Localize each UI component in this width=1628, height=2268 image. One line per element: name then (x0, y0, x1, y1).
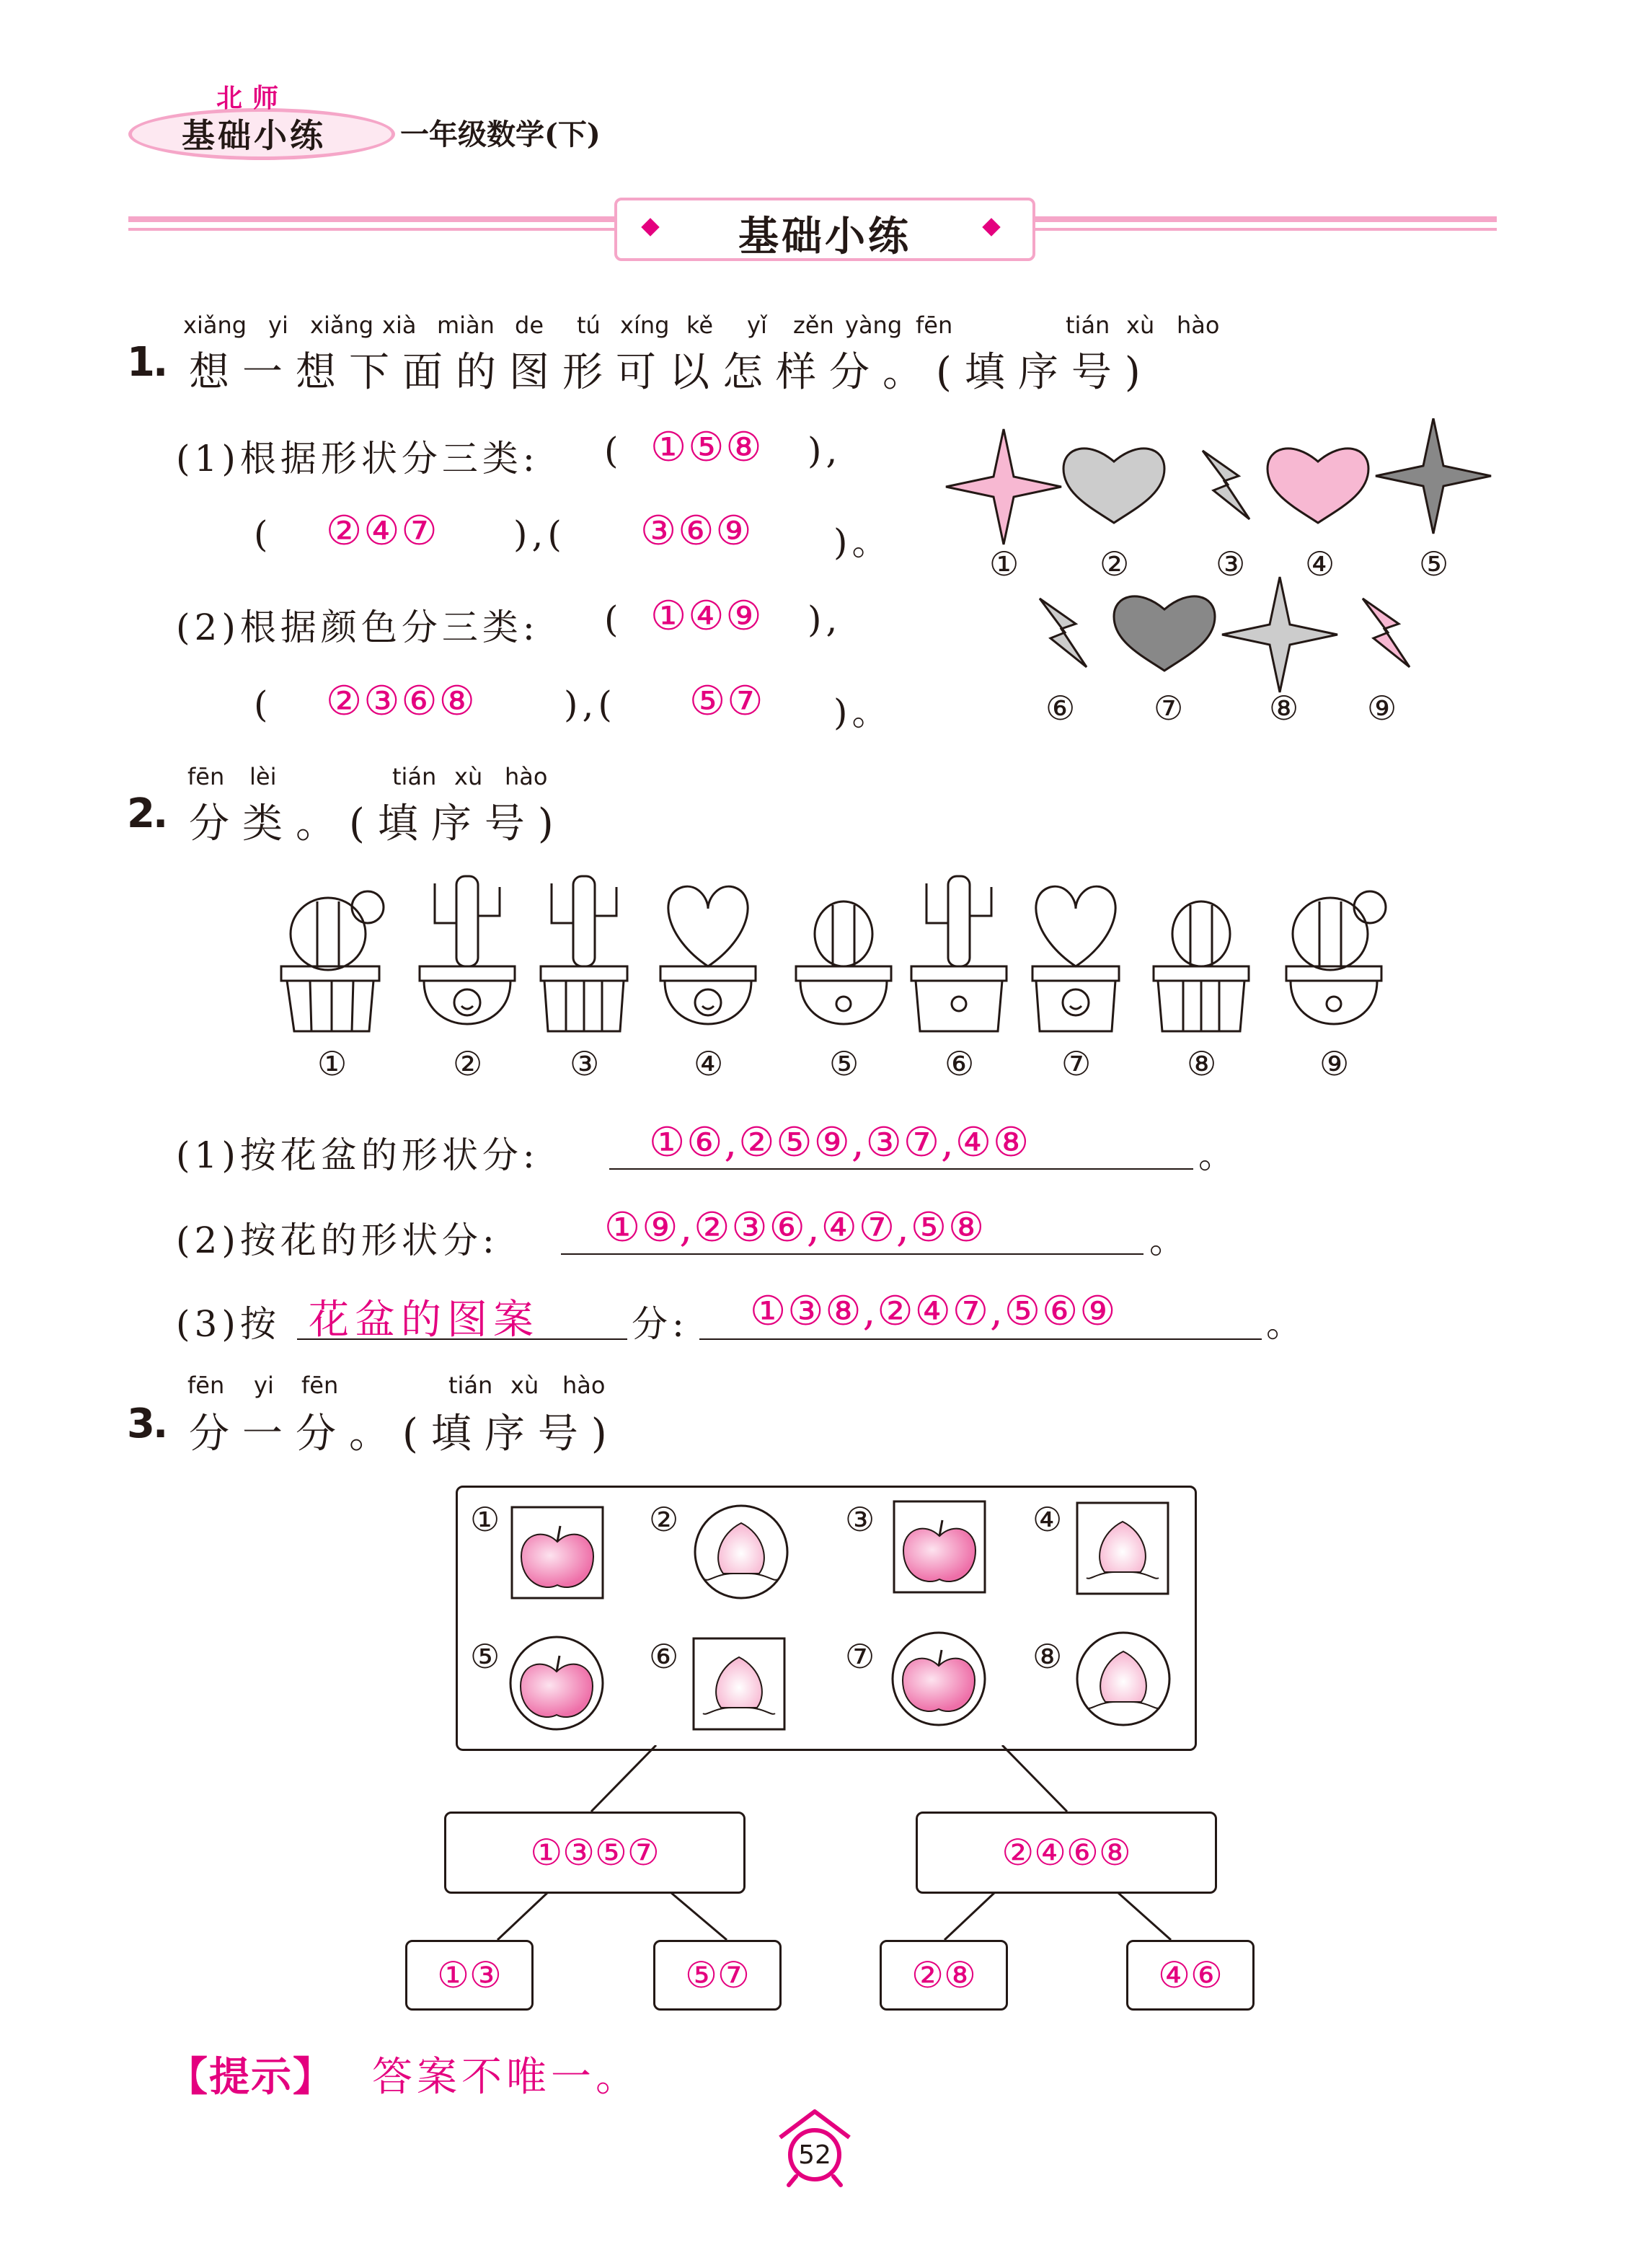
question-title: 想一想下面的图形可以怎样分。(填序号) (189, 349, 1154, 396)
pinyin: xiǎng (183, 312, 247, 339)
shape-label: ⑨ (1367, 689, 1397, 728)
paren-open: ( (254, 513, 273, 555)
question-number: 2 (127, 790, 155, 837)
star-shape (1376, 418, 1491, 534)
heart-shape (1268, 449, 1368, 523)
pot-label: ⑧ (1187, 1044, 1217, 1083)
cactus-pot-7 (1032, 886, 1119, 1031)
star-shape (946, 429, 1061, 544)
cactus-pot-2 (420, 876, 515, 1024)
pinyin: xù (510, 1372, 539, 1399)
period: 。 (1149, 1219, 1190, 1261)
pinyin: hào (505, 763, 548, 790)
pinyin: miàn (437, 312, 495, 339)
q2-part1-label: (1)按花盆的形状分: (176, 1134, 539, 1176)
apple-icon (903, 1650, 975, 1711)
pinyin: hào (562, 1372, 606, 1399)
q2-part3-suffix: 分: (632, 1303, 689, 1345)
shape-label: ⑧ (1269, 689, 1299, 728)
lightning-shape (1203, 451, 1249, 519)
subgroup-answer: ④⑥ (1158, 1954, 1223, 1996)
paren-open: ( (604, 430, 623, 472)
cactus-pot-8 (1154, 901, 1249, 1031)
subgroup-answer: ⑤⑦ (685, 1954, 750, 1996)
pinyin: lèi (249, 763, 277, 790)
shape-label: ⑥ (1045, 689, 1076, 728)
item-label: ⑥ (649, 1637, 679, 1676)
pot-label: ③ (570, 1044, 600, 1083)
cactus-pot-9 (1286, 891, 1386, 1024)
heart-shape (1063, 449, 1164, 523)
item-label: ① (470, 1500, 500, 1539)
cactus-pot-3 (541, 876, 627, 1031)
pot-label: ⑥ (944, 1044, 975, 1083)
lightning-shape (1363, 599, 1410, 667)
item-label: ② (649, 1500, 679, 1539)
pinyin: tián (448, 1372, 493, 1399)
group-answer: ①③⑤⑦ (530, 1832, 660, 1874)
pinyin: xù (454, 763, 483, 790)
q1-part1-label: (1)根据形状分三类: (176, 438, 539, 480)
answer-underline (609, 1168, 1193, 1170)
pinyin: yǐ (747, 312, 767, 339)
answer: ⑤⑦ (689, 678, 765, 725)
subject-title: 一年级数学(下) (400, 118, 601, 151)
hint-text: 答案不唯一。 (372, 2054, 640, 2101)
pinyin: xíng (620, 312, 670, 339)
apple-icon (521, 1656, 593, 1717)
shape-label: ⑤ (1419, 544, 1449, 583)
paren-open: ( (254, 684, 273, 725)
period: 。 (1266, 1303, 1306, 1345)
peach-icon (1087, 1522, 1159, 1579)
shape-label: ① (989, 544, 1019, 583)
divider-left-thin (128, 228, 616, 231)
cactus-pot-6 (911, 876, 1007, 1031)
question-number: 3 (127, 1400, 155, 1447)
pinyin: tián (1066, 312, 1110, 339)
answer: ①⑤⑧ (650, 424, 764, 471)
fruit-icons (456, 1486, 1195, 1749)
brand-publisher: 北师 (216, 83, 289, 113)
answer: ①④⑨ (650, 593, 764, 640)
pinyin: tú (577, 312, 601, 339)
item-label: ⑤ (470, 1637, 500, 1676)
group-box (444, 1812, 746, 1894)
answer: ①⑥,②⑤⑨,③⑦,④⑧ (649, 1119, 1031, 1166)
peach-icon (1087, 1651, 1159, 1708)
pot-label: ① (317, 1044, 348, 1083)
pinyin: yi (268, 312, 288, 339)
pinyin: xià (382, 312, 417, 339)
pot-label: ⑤ (829, 1044, 859, 1083)
q2-part3-prefix: (3)按 (176, 1303, 280, 1345)
paren-close: ), (808, 430, 842, 472)
answer-underline (699, 1338, 1262, 1340)
pinyin: xù (1126, 312, 1155, 339)
lightning-shape (1040, 599, 1087, 667)
item-label: ③ (845, 1500, 875, 1539)
divider-left (128, 216, 616, 222)
shape-label: ④ (1305, 544, 1335, 583)
star-shape (1222, 577, 1337, 692)
item-label: ⑦ (845, 1637, 875, 1676)
pinyin: yàng (845, 312, 903, 339)
apple-icon (521, 1526, 593, 1587)
paren-close: ),( (513, 513, 566, 555)
pinyin: de (515, 312, 544, 339)
answer: ①⑨,②③⑥,④⑦,⑤⑧ (604, 1204, 986, 1251)
question-number-dot: . (153, 790, 169, 837)
subgroup-box (405, 1940, 534, 2011)
paren-close: ),( (564, 684, 616, 725)
shape-label: ③ (1216, 544, 1246, 583)
pinyin: fēn (187, 763, 225, 790)
answer: ①③⑧,②④⑦,⑤⑥⑨ (750, 1288, 1118, 1335)
paren-open: ( (604, 599, 623, 640)
question-title: 分类。(填序号) (189, 800, 567, 847)
pinyin: zěn (793, 312, 834, 339)
answer: ②④⑦ (326, 508, 439, 555)
pinyin: kě (686, 312, 714, 339)
question-number-dot: . (153, 1400, 169, 1447)
hint-label: 【提示】 (167, 2054, 335, 2101)
period: 。 (1198, 1134, 1239, 1176)
pinyin: xiǎng (310, 312, 374, 339)
pot-label: ⑨ (1319, 1044, 1350, 1083)
page-number: 52 (798, 2140, 831, 2170)
pinyin: yi (254, 1372, 274, 1399)
question-number-dot: . (153, 339, 169, 386)
subgroup-answer: ①③ (437, 1954, 502, 1996)
peach-icon (703, 1657, 775, 1714)
brand-series: 基础小练 (182, 116, 326, 155)
cactus-pot-5 (796, 901, 891, 1024)
pinyin: tián (392, 763, 437, 790)
answer-underline (561, 1253, 1143, 1255)
answer: ③⑥⑨ (640, 508, 753, 555)
subgroup-answer: ②⑧ (911, 1954, 976, 1996)
section-title: 基础小练 (738, 213, 911, 260)
peach-icon (705, 1523, 777, 1580)
q1-part2-label: (2)根据颜色分三类: (176, 606, 539, 648)
item-label: ⑧ (1032, 1637, 1063, 1676)
subgroup-box (653, 1940, 782, 2011)
group-answer: ②④⑥⑧ (1001, 1832, 1131, 1874)
pot-label: ② (453, 1044, 483, 1083)
question-title: 分一分。(填序号) (189, 1411, 620, 1457)
paren-close: )。 (833, 692, 893, 733)
cactus-pot-1 (281, 891, 384, 1031)
shape-label: ⑦ (1154, 689, 1184, 728)
subgroup-box (1126, 1940, 1255, 2011)
divider-right-thin (1031, 228, 1497, 231)
apple-icon (903, 1520, 976, 1581)
pinyin: fēn (187, 1372, 225, 1399)
group-box (916, 1812, 1217, 1894)
shape-label: ② (1100, 544, 1130, 583)
pot-label: ④ (694, 1044, 724, 1083)
q2-part2-label: (2)按花的形状分: (176, 1219, 499, 1261)
pinyin: fēn (301, 1372, 339, 1399)
answer: 花盆的图案 (309, 1297, 539, 1343)
pinyin: fēn (916, 312, 953, 339)
cactus-pot-4 (660, 886, 756, 1024)
paren-close: )。 (833, 521, 893, 563)
pinyin: hào (1177, 312, 1220, 339)
subgroup-box (880, 1940, 1008, 2011)
item-label: ④ (1032, 1500, 1063, 1539)
cactus-pots (274, 865, 1399, 1038)
question-number: 1 (127, 339, 155, 386)
heart-shape (1114, 596, 1215, 671)
paren-close: ), (808, 599, 842, 640)
pot-label: ⑦ (1061, 1044, 1092, 1083)
divider-right (1031, 216, 1497, 222)
answer: ②③⑥⑧ (326, 678, 477, 725)
